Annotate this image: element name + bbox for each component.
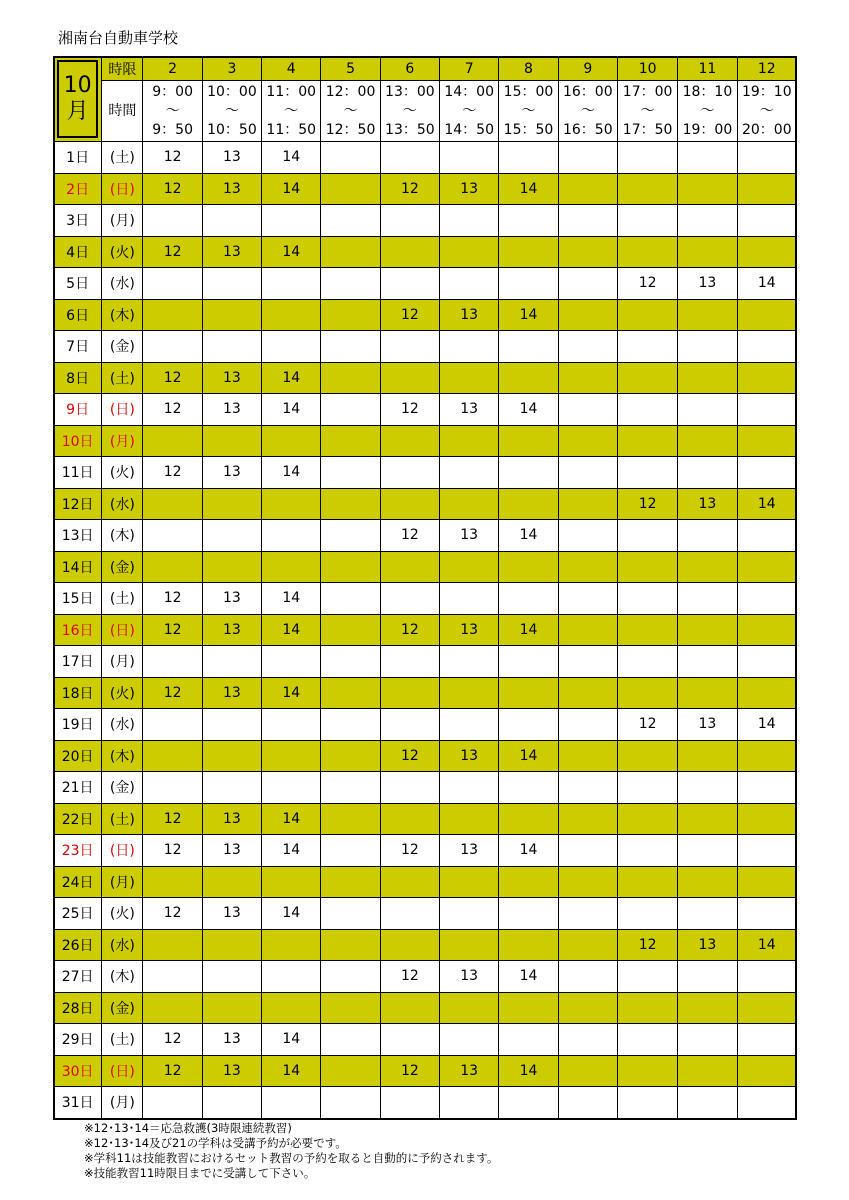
lesson-cell: 13 — [440, 299, 499, 331]
day-weekday: (木) — [102, 299, 143, 331]
day-weekday: (月) — [102, 425, 143, 457]
day-weekday: (金) — [102, 331, 143, 363]
day-date: 20日 — [54, 740, 102, 772]
day-weekday: (日) — [102, 173, 143, 205]
lesson-cell: 13 — [440, 520, 499, 552]
period-time-start: 17：00 — [622, 83, 673, 100]
day-weekday: (水) — [102, 709, 143, 741]
day-weekday: (日) — [102, 394, 143, 426]
lesson-cell: 13 — [202, 236, 261, 268]
period-time-tilde: 〜 — [700, 102, 715, 119]
lesson-cell: 14 — [499, 961, 558, 993]
day-date: 25日 — [54, 898, 102, 930]
lesson-cell: 13 — [202, 1024, 261, 1056]
lesson-cell: 12 — [143, 173, 202, 205]
lesson-cell: 12 — [380, 961, 439, 993]
day-date: 26日 — [54, 929, 102, 961]
day-date: 27日 — [54, 961, 102, 993]
day-date: 28日 — [54, 992, 102, 1024]
lesson-cell: 14 — [262, 1024, 321, 1056]
lesson-cell: 14 — [262, 362, 321, 394]
day-date: 19日 — [54, 709, 102, 741]
lesson-cell: 12 — [617, 929, 677, 961]
day-date: 11日 — [54, 457, 102, 489]
lesson-cell: 13 — [202, 142, 261, 174]
lesson-cell: 12 — [143, 394, 202, 426]
day-weekday: (土) — [102, 362, 143, 394]
day-date: 12日 — [54, 488, 102, 520]
day-weekday: (水) — [102, 268, 143, 300]
day-date: 6日 — [54, 299, 102, 331]
day-weekday: (木) — [102, 961, 143, 993]
day-date: 3日 — [54, 205, 102, 237]
lesson-cell: 14 — [262, 677, 321, 709]
lesson-cell: 12 — [143, 457, 202, 489]
day-date: 29日 — [54, 1024, 102, 1056]
period-number: 9 — [558, 57, 617, 81]
lesson-cell: 13 — [678, 488, 737, 520]
lesson-cell: 14 — [499, 520, 558, 552]
lesson-cell: 13 — [678, 709, 737, 741]
lesson-cell: 13 — [440, 173, 499, 205]
lesson-cell: 13 — [202, 835, 261, 867]
lesson-cell: 12 — [143, 677, 202, 709]
lesson-cell: 14 — [262, 142, 321, 174]
period-time-end: 10：50 — [207, 121, 257, 138]
day-weekday: (日) — [102, 835, 143, 867]
lesson-cell: 12 — [380, 394, 439, 426]
period-time-start: 10：00 — [207, 83, 257, 100]
lesson-cell: 14 — [499, 740, 558, 772]
lesson-cell: 13 — [202, 803, 261, 835]
lesson-cell: 13 — [202, 1055, 261, 1087]
day-date: 24日 — [54, 866, 102, 898]
period-number: 4 — [262, 57, 321, 81]
lesson-cell: 13 — [202, 362, 261, 394]
day-date: 1日 — [54, 142, 102, 174]
lesson-cell: 13 — [202, 614, 261, 646]
day-date: 31日 — [54, 1087, 102, 1119]
period-time-tilde: 〜 — [521, 102, 536, 119]
day-date: 2日 — [54, 173, 102, 205]
lesson-cell: 13 — [440, 740, 499, 772]
day-weekday: (土) — [102, 1024, 143, 1056]
period-time-end: 14：50 — [444, 121, 494, 138]
day-date: 14日 — [54, 551, 102, 583]
period-label: 時限 — [102, 57, 143, 81]
day-weekday: (日) — [102, 1055, 143, 1087]
day-weekday: (月) — [102, 205, 143, 237]
note-line: ※技能教習11時限目までに受講して下さい。 — [84, 1166, 316, 1180]
day-weekday: (火) — [102, 457, 143, 489]
lesson-cell: 14 — [737, 929, 796, 961]
note-line: ※12･13･14＝応急救護(3時限連続教習) — [84, 1121, 292, 1135]
lesson-cell: 12 — [380, 835, 439, 867]
lesson-cell: 13 — [440, 961, 499, 993]
period-number: 11 — [678, 57, 737, 81]
lesson-cell: 14 — [262, 898, 321, 930]
period-time-end: 11：50 — [266, 121, 317, 138]
month-unit: 月 — [66, 99, 89, 124]
lesson-cell: 14 — [262, 583, 321, 615]
period-number: 3 — [202, 57, 261, 81]
lesson-cell: 13 — [202, 677, 261, 709]
period-number: 2 — [143, 57, 202, 81]
period-time-end: 15：50 — [503, 121, 554, 138]
day-weekday: (火) — [102, 236, 143, 268]
lesson-cell: 13 — [202, 173, 261, 205]
day-date: 13日 — [54, 520, 102, 552]
period-time-start: 14：00 — [444, 83, 494, 100]
day-date: 22日 — [54, 803, 102, 835]
lesson-cell: 12 — [143, 898, 202, 930]
lesson-cell: 12 — [143, 142, 202, 174]
lesson-cell: 13 — [202, 898, 261, 930]
period-number: 6 — [380, 57, 439, 81]
lesson-cell: 12 — [143, 1024, 202, 1056]
day-date: 16日 — [54, 614, 102, 646]
lesson-cell: 14 — [737, 709, 796, 741]
period-time-tilde: 〜 — [580, 102, 595, 119]
lesson-cell: 12 — [617, 488, 677, 520]
day-weekday: (金) — [102, 551, 143, 583]
day-weekday: (金) — [102, 772, 143, 804]
period-time-start: 18：10 — [682, 83, 733, 100]
lesson-cell: 12 — [143, 803, 202, 835]
day-date: 8日 — [54, 362, 102, 394]
lesson-cell: 14 — [262, 835, 321, 867]
lesson-cell: 14 — [262, 803, 321, 835]
lesson-cell: 14 — [499, 173, 558, 205]
period-time-tilde: 〜 — [165, 102, 180, 119]
period-time-end: 9：50 — [152, 121, 193, 138]
period-time-end: 17：50 — [622, 121, 673, 138]
lesson-cell: 12 — [143, 362, 202, 394]
lesson-cell: 13 — [202, 394, 261, 426]
lesson-cell: 14 — [737, 268, 796, 300]
day-weekday: (月) — [102, 866, 143, 898]
day-weekday: (土) — [102, 803, 143, 835]
day-date: 23日 — [54, 835, 102, 867]
lesson-cell: 12 — [380, 1055, 439, 1087]
period-time-tilde: 〜 — [640, 102, 655, 119]
lesson-cell: 14 — [262, 394, 321, 426]
day-date: 7日 — [54, 331, 102, 363]
day-date: 30日 — [54, 1055, 102, 1087]
lesson-cell: 12 — [380, 614, 439, 646]
period-time-start: 19：10 — [741, 83, 792, 100]
school-name: 湘南台自動車学校 — [58, 29, 179, 47]
day-date: 18日 — [54, 677, 102, 709]
lesson-cell: 14 — [737, 488, 796, 520]
day-weekday: (土) — [102, 583, 143, 615]
day-date: 10日 — [54, 425, 102, 457]
lesson-cell: 14 — [262, 236, 321, 268]
period-time-tilde: 〜 — [284, 102, 299, 119]
lesson-cell: 13 — [440, 394, 499, 426]
period-number: 7 — [440, 57, 499, 81]
lesson-cell: 12 — [143, 614, 202, 646]
note-line: ※学科11は技能教習におけるセット教習の予約を取ると自動的に予約されます。 — [84, 1151, 499, 1165]
day-weekday: (火) — [102, 677, 143, 709]
notes — [84, 1121, 498, 1181]
period-number: 12 — [737, 57, 796, 81]
lesson-cell: 14 — [499, 835, 558, 867]
day-weekday: (土) — [102, 142, 143, 174]
period-number: 8 — [499, 57, 558, 81]
lesson-cell: 12 — [143, 583, 202, 615]
day-weekday: (水) — [102, 488, 143, 520]
period-number: 5 — [321, 57, 380, 81]
day-date: 9日 — [54, 394, 102, 426]
period-time-tilde: 〜 — [343, 102, 358, 119]
day-date: 17日 — [54, 646, 102, 678]
period-time-end: 20：00 — [741, 121, 792, 138]
lesson-cell: 13 — [440, 1055, 499, 1087]
lesson-cell: 12 — [380, 740, 439, 772]
day-weekday: (木) — [102, 520, 143, 552]
lesson-cell: 14 — [499, 614, 558, 646]
lesson-cell: 12 — [380, 173, 439, 205]
period-time-start: 13：00 — [385, 83, 435, 100]
day-weekday: (水) — [102, 929, 143, 961]
lesson-cell: 12 — [143, 236, 202, 268]
lesson-cell: 14 — [262, 614, 321, 646]
period-time-tilde: 〜 — [224, 102, 239, 119]
period-time-start: 12：00 — [325, 83, 376, 100]
table-frame — [53, 56, 797, 1120]
day-date: 5日 — [54, 268, 102, 300]
lesson-cell: 14 — [499, 299, 558, 331]
period-time-start: 9：00 — [152, 83, 193, 100]
lesson-cell: 14 — [262, 457, 321, 489]
period-time-start: 16：00 — [562, 83, 613, 100]
period-time-tilde: 〜 — [402, 102, 417, 119]
lesson-cell: 13 — [678, 929, 737, 961]
lesson-cell: 12 — [617, 709, 677, 741]
period-time-tilde: 〜 — [462, 102, 477, 119]
lesson-cell: 14 — [499, 394, 558, 426]
period-time-end: 16：50 — [562, 121, 613, 138]
day-weekday: (月) — [102, 1087, 143, 1119]
day-date: 15日 — [54, 583, 102, 615]
period-number: 10 — [617, 57, 677, 81]
day-date: 4日 — [54, 236, 102, 268]
lesson-cell: 14 — [262, 1055, 321, 1087]
month-number: 10 — [63, 73, 92, 98]
lesson-cell: 12 — [380, 520, 439, 552]
lesson-cell: 13 — [678, 268, 737, 300]
lesson-cell: 12 — [143, 1055, 202, 1087]
lesson-cell: 12 — [380, 299, 439, 331]
period-time-end: 19：00 — [682, 121, 733, 138]
time-label: 時間 — [102, 81, 143, 142]
period-time-end: 12：50 — [325, 121, 376, 138]
day-weekday: (日) — [102, 614, 143, 646]
period-time-start: 11：00 — [266, 83, 317, 100]
period-time-end: 13：50 — [385, 121, 435, 138]
period-time-tilde: 〜 — [759, 102, 774, 119]
lesson-cell: 13 — [440, 614, 499, 646]
day-weekday: (金) — [102, 992, 143, 1024]
lesson-cell: 14 — [262, 173, 321, 205]
day-date: 21日 — [54, 772, 102, 804]
period-time-start: 15：00 — [503, 83, 554, 100]
lesson-cell: 13 — [440, 835, 499, 867]
day-weekday: (火) — [102, 898, 143, 930]
lesson-cell: 13 — [202, 457, 261, 489]
day-weekday: (月) — [102, 646, 143, 678]
lesson-cell: 14 — [499, 1055, 558, 1087]
lesson-cell: 13 — [202, 583, 261, 615]
lesson-cell: 12 — [617, 268, 677, 300]
lesson-cell: 12 — [143, 835, 202, 867]
note-line: ※12･13･14及び21の学科は受講予約が必要です。 — [84, 1136, 347, 1150]
day-weekday: (木) — [102, 740, 143, 772]
